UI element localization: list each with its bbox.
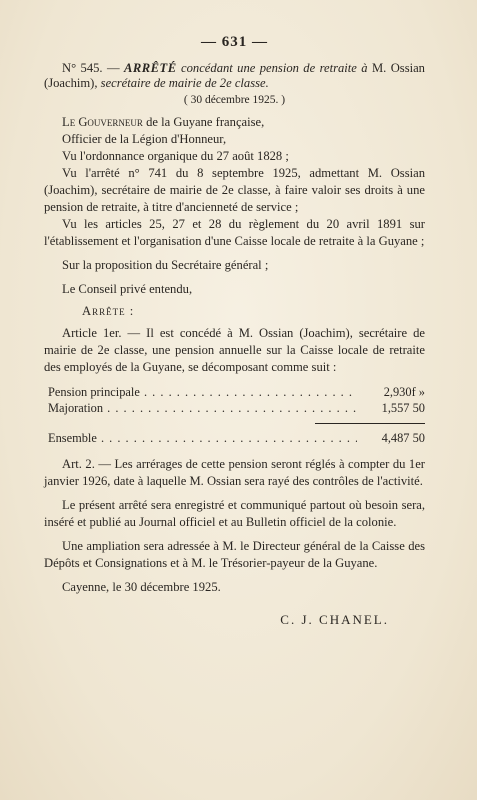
place-date: Cayenne, le 30 décembre 1925. bbox=[62, 580, 221, 594]
table-total-row bbox=[44, 430, 425, 446]
preamble-line-officer: Officier de la Légion d'Honneur, bbox=[62, 132, 227, 146]
row-label: Pension principale . . . bbox=[48, 384, 357, 400]
decree-date: ( 30 décembre 1925. ) bbox=[183, 94, 286, 106]
decree-number: N° 545. bbox=[62, 61, 103, 75]
preamble-line-governor bbox=[44, 114, 425, 131]
preamble-text: de la Guyane française, bbox=[142, 115, 265, 129]
table-row bbox=[44, 384, 425, 400]
total-amount: 4,487 50 bbox=[381, 431, 425, 445]
preamble bbox=[44, 114, 425, 298]
title-text-1: concédant une pension de retraite à bbox=[181, 61, 368, 75]
page-number: — 631 — bbox=[201, 34, 268, 50]
title-text-2: secrétaire de mairie de 2e classe. bbox=[100, 76, 269, 90]
publication-clause: Le présent arrêté sera enregistré et communiqué partout où besoin sera, inséré et publié au Journal officiel et au Bulletin officiel de la colonie. bbox=[44, 498, 425, 529]
row-amount: 1,557 50 bbox=[381, 401, 425, 415]
decree-type: ARRÊTÉ bbox=[123, 61, 177, 75]
preamble-line-conseil: Le Conseil privé entendu, bbox=[62, 282, 193, 296]
pension-table bbox=[44, 384, 425, 446]
preamble-line-ordonnance: Vu l'ordonnance organique du 27 août 1828 ; bbox=[62, 149, 289, 163]
signature: C. J. CHANEL. bbox=[280, 612, 389, 627]
row-label: Majoration . . . bbox=[48, 400, 357, 416]
preamble-line-arrete: Vu l'arrêté n° 741 du 8 septembre 1925, admettant M. Ossian (Joachim), secrétaire de mairie de 2e classe, à faire valoir ses droits à une pension de retraite, à titre d'ancienneté de service ; bbox=[44, 166, 425, 214]
table-row bbox=[44, 400, 425, 416]
preamble-line-reglement: Vu les articles 25, 27 et 28 du règlement du 20 avril 1891 sur l'établissement et l'organisation d'une Caisse locale de retraite à la Guyane ; bbox=[44, 217, 425, 248]
governor-label: Le Gouverneur bbox=[62, 115, 143, 129]
preamble-line-proposition: Sur la proposition du Secrétaire général ; bbox=[62, 258, 269, 272]
article-1: Article 1er. — Il est concédé à M. Ossian (Joachim), secrétaire de mairie de 2e classe, une pension annuelle sur la Caisse locale de retraite des employés de la Guyane, se décomposant comme suit : bbox=[44, 326, 425, 374]
article-2: Art. 2. — Les arrérages de cette pension seront réglés à compter du 1er janvier 1926, date à laquelle M. Ossian sera rayé des contrôles de l'activité. bbox=[44, 457, 425, 488]
row-amount: 2,930f » bbox=[383, 385, 425, 399]
sum-rule bbox=[315, 423, 425, 424]
title-name: M. Ossian (Joachim), bbox=[44, 61, 425, 90]
decree-title bbox=[44, 61, 425, 91]
title-dash: — bbox=[106, 61, 120, 75]
arrete-heading: Arrête : bbox=[82, 304, 135, 318]
ampliation-clause: Une ampliation sera adressée à M. le Directeur général de la Caisse des Dépôts et Consignations et à M. le Trésorier-payeur de la Guyane. bbox=[44, 539, 425, 570]
total-label: Ensemble . . . bbox=[48, 430, 357, 446]
